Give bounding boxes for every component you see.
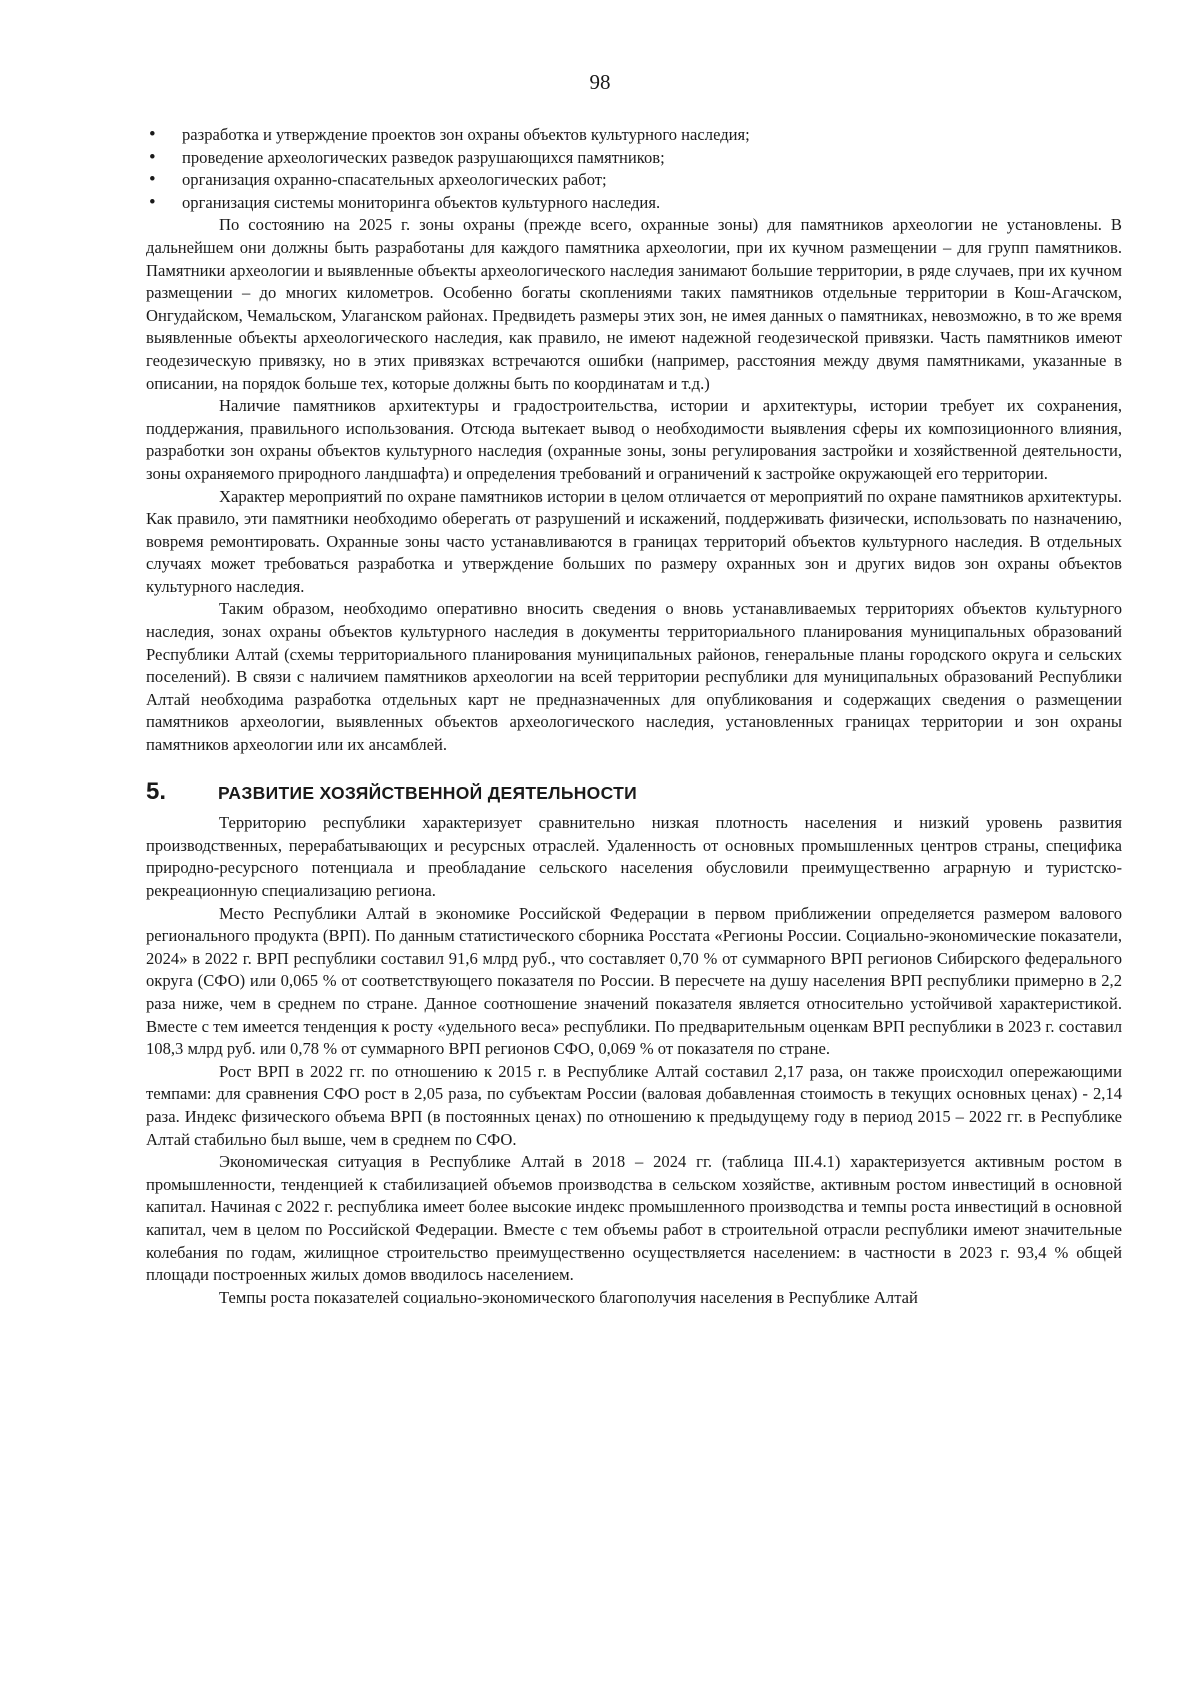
bullet-item: • организация охранно-спасательных археологических работ; bbox=[146, 169, 1122, 192]
page-number: 98 bbox=[589, 70, 611, 94]
section-number: 5. bbox=[146, 777, 167, 805]
section-title: РАЗВИТИЕ ХОЗЯЙСТВЕННОЙ ДЕЯТЕЛЬНОСТИ bbox=[218, 782, 637, 803]
paragraph: Территорию республики характеризует сравнительно низкая плотность населения и низкий уровень развития производственных, перерабатывающих и ресурсных отраслей. Удаленность от основных промышленных центров страны, специфика природно-ресурсного потенциала и преобладание сельского населения обусловили преимущественно аграрную и туристско-рекреационную специализацию региона. bbox=[146, 813, 1122, 900]
section-heading bbox=[146, 777, 1122, 805]
paragraph: Экономическая ситуация в Республике Алтай в 2018 – 2024 гг. (таблица III.4.1) характеризуется активным ростом в промышленности, тенденцией к стабилизацией объемов производства в сельском хозяйстве, активным ростом инвестиций в основной капитал. Начиная с 2022 г. республика имеет более высокие индекс промышленного производства и темпы роста инвестиций в основной капитал, чем в целом по Российской Федерации. Вместе с тем объемы работ в строительной отрасли республики имеют значительные колебания по годам, жилищное строительство преимущественно осуществляется населением: в частности в 2023 г. 93,4 % общей площади построенных жилых домов вводилось населением. bbox=[146, 1152, 1122, 1285]
bullet-item: • организация системы мониторинга объектов культурного наследия. bbox=[146, 192, 1122, 215]
paragraph: Темпы роста показателей социально-экономического благополучия населения в Республике Алтай bbox=[219, 1287, 918, 1307]
paragraph: Таким образом, необходимо оперативно вносить сведения о вновь устанавливаемых территориях объектов культурного наследия, зонах охраны объектов культурного наследия в документы территориального планирования муниципальных образований Республики Алтай (схемы территориального планирования муниципальных районов, генеральные планы городского округа и сельских поселений). В связи с наличием памятников археологии на всей территории республики для муниципальных образований Республики Алтай необходима разработка отдельных карт не предназначенных для опубликования и содержащих сведения о размещении памятников археологии, выявленных объектов археологического наследия, установленных границах территории и зон охраны памятников археологии или их ансамблей. bbox=[146, 599, 1122, 755]
bullet-item: • проведение археологических разведок разрушающихся памятников; bbox=[146, 147, 1122, 170]
paragraph: Характер мероприятий по охране памятников истории в целом отличается от мероприятий по охране памятников архитектуры. Как правило, эти памятники необходимо оберегать от разрушений и искажений, поддерживать физически, использовать по назначению, вовремя ремонтировать. Охранные зоны часто устанавливаются в границах территорий объектов культурного наследия. В отдельных случаях может требоваться разработка и утверждение больших по размеру охранных зон и других видов зон охраны объектов культурного наследия. bbox=[146, 486, 1122, 596]
paragraph: Наличие памятников архитектуры и градостроительства, истории и архитектуры, истории требует их сохранения, поддержания, правильного использования. Отсюда вытекает вывод о необходимости выявления сферы их композиционного влияния, разработки зон охраны объектов культурного наследия (охранные зоны, зоны регулирования застройки и хозяйственной деятельности, зоны охраняемого природного ландшафта) и определения требований и ограничений к застройке окружающей его территории. bbox=[146, 396, 1122, 483]
paragraph: Рост ВРП в 2022 гг. по отношению к 2015 г. в Республике Алтай составил 2,17 раза, он также происходил опережающими темпами: для сравнения СФО рост в 2,05 раза, по субъектам России (валовая добавленная стоимость в текущих основных ценах) - 2,14 раза. Индекс физического объема ВРП (в постоянных ценах) по отношению к предыдущему году в период 2015 – 2022 гг. в Республике Алтай стабильно был выше, чем в среднем по СФО. bbox=[146, 1061, 1122, 1149]
bullet-item: • разработка и утверждение проектов зон охраны объектов культурного наследия; bbox=[146, 124, 1122, 147]
paragraph: По состоянию на 2025 г. зоны охраны (прежде всего, охранные зоны) для памятников археологии не установлены. В дальнейшем они должны быть разработаны для каждого памятника археологии, при их кучном размещении – для групп памятников. Памятники археологии и выявленные объекты археологического наследия занимают большие территории, в ряде случаев, при их кучном размещении – до многих километров. Особенно богаты скоплениями таких памятников отдельные территории в Кош-Агачском, Онгудайском, Чемальском, Улаганском районах. Предвидеть размеры этих зон, не имея данных о памятниках, невозможно, в то же время выявленные объекты археологического наследия, как правило, не имеют надежной геодезической привязки. Часть памятников имеют геодезическую привязку, но в этих привязках встречаются ошибки (например, расстояния между двумя памятниками, указанные в описании, на порядок больше тех, которые должны быть по координатам и т.д.) bbox=[146, 215, 1122, 393]
page-body bbox=[146, 124, 1122, 1309]
paragraph: Место Республики Алтай в экономике Российской Федерации в первом приближении определяется размером валового регионального продукта (ВРП). По данным статистического сборника Росстата «Регионы России. Социально-экономические показатели, 2024» в 2022 г. ВРП республики составил 91,6 млрд руб., что составляет 0,70 % от суммарного ВРП регионов Сибирского федерального округа (СФО) или 0,065 % от соответствующего показателя по России. В пересчете на душу населения ВРП республики примерно в 2,2 раза ниже, чем в среднем по стране. Данное соотношение значений показателя является относительно устойчивой характеристикой. Вместе с тем имеется тенденция к росту «удельного веса» республики. По предварительным оценкам ВРП республики в 2023 г. составил 108,3 млрд руб. или 0,78 % от суммарного ВРП регионов СФО, 0,069 % от показателя по стране. bbox=[146, 903, 1122, 1059]
bullet-list bbox=[146, 124, 1122, 214]
